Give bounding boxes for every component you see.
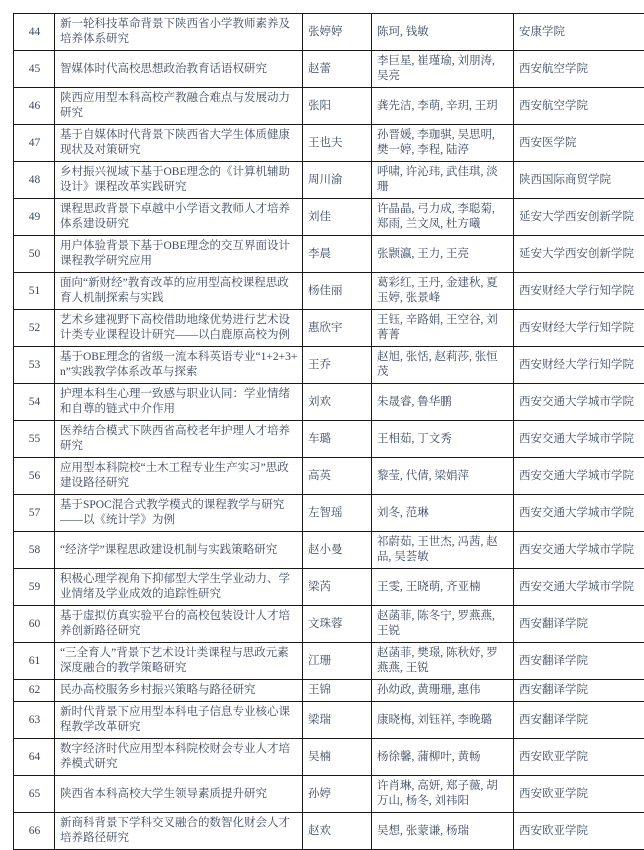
row-number — [14, 680, 55, 702]
project-title — [55, 421, 303, 458]
table-row — [14, 458, 644, 495]
table-row — [14, 273, 644, 310]
project-leader-text: 周川渝 — [308, 173, 367, 188]
project-title — [55, 739, 303, 776]
project-leader — [303, 88, 372, 125]
project-title-text: 应用型本科院校“土木工程专业生产实习”思政建设路径研究 — [60, 461, 298, 491]
team-members — [372, 310, 514, 347]
row-number — [14, 125, 55, 162]
row-number-text: 66 — [19, 824, 50, 839]
project-leader — [303, 702, 372, 739]
project-title-text: 护理本科生心理一致感与职业认同：学业情绪和自尊的链式中介作用 — [60, 387, 298, 417]
project-leader-text: 赵小曼 — [308, 543, 367, 558]
table-row — [14, 310, 644, 347]
table-row — [14, 680, 644, 702]
team-members — [372, 702, 514, 739]
institution-text: 西安交通大学城市学院 — [519, 580, 644, 595]
project-title — [55, 51, 303, 88]
team-members — [372, 384, 514, 421]
project-leader-text: 孙婷 — [308, 787, 367, 802]
team-members — [372, 162, 514, 199]
row-number — [14, 739, 55, 776]
row-number — [14, 702, 55, 739]
table-row — [14, 199, 644, 236]
row-number — [14, 813, 55, 850]
team-members — [372, 14, 514, 51]
project-leader — [303, 813, 372, 850]
table-row — [14, 14, 644, 51]
row-number — [14, 495, 55, 532]
row-number — [14, 236, 55, 273]
institution — [514, 310, 644, 347]
table-row — [14, 606, 644, 643]
row-number-text: 46 — [19, 99, 50, 114]
row-number-text: 59 — [19, 580, 50, 595]
institution — [514, 51, 644, 88]
team-members — [372, 125, 514, 162]
team-members-text: 朱晟睿, 鲁华鹏 — [377, 395, 509, 410]
project-title-text: 陕西省本科高校大学生领导素质提升研究 — [60, 787, 298, 802]
project-leader — [303, 421, 372, 458]
table-row — [14, 51, 644, 88]
row-number — [14, 776, 55, 813]
project-title — [55, 236, 303, 273]
project-title-text: 陕西应用型本科高校产教融合难点与发展动力研究 — [60, 91, 298, 121]
project-title-text: “三全育人”背景下艺术设计类课程与思政元素深度融合的教学策略研究 — [60, 646, 298, 676]
project-leader-text: 赵蕾 — [308, 62, 367, 77]
table-row — [14, 643, 644, 680]
row-number-text: 61 — [19, 654, 50, 669]
project-title — [55, 458, 303, 495]
institution-text: 西安交通大学城市学院 — [519, 506, 644, 521]
institution-text: 西安翻译学院 — [519, 617, 644, 632]
project-title — [55, 273, 303, 310]
project-title — [55, 125, 303, 162]
project-title-text: 新商科背景下学科交叉融合的数智化财会人才培养路径研究 — [60, 816, 298, 846]
project-leader-text: 刘佳 — [308, 210, 367, 225]
team-members-text: 黎莹, 代倩, 梁娟萍 — [377, 469, 509, 484]
projects-table-body — [14, 14, 644, 850]
project-leader — [303, 569, 372, 606]
project-title-text: “经济学”课程思政建设机制与实践策略研究 — [60, 543, 298, 558]
team-members-text: 康晓梅, 刘钰祥, 李晚璐 — [377, 713, 509, 728]
project-title-text: 基于SPOC混合式教学模式的课程教学与研究——以《统计学》为例 — [60, 498, 298, 528]
institution — [514, 495, 644, 532]
project-leader — [303, 125, 372, 162]
project-title-text: 基于虚拟仿真实验平台的高校包装设计人才培养创新路径研究 — [60, 609, 298, 639]
project-title — [55, 569, 303, 606]
table-row — [14, 495, 644, 532]
institution — [514, 702, 644, 739]
project-leader-text: 李晨 — [308, 247, 367, 262]
project-leader-text: 梁芮 — [308, 580, 367, 595]
project-leader-text: 张婷婷 — [308, 25, 367, 40]
project-leader — [303, 680, 372, 702]
table-row — [14, 813, 644, 850]
team-members — [372, 776, 514, 813]
project-leader-text: 梁瑞 — [308, 713, 367, 728]
institution-text: 西安财经大学行知学院 — [519, 284, 644, 299]
project-title — [55, 162, 303, 199]
row-number-text: 54 — [19, 395, 50, 410]
row-number — [14, 273, 55, 310]
team-members-text: 赵旭, 张恬, 赵莉莎, 张恒茂 — [377, 350, 509, 380]
project-title-text: 智媒体时代高校思想政治教育话语权研究 — [60, 62, 298, 77]
project-leader — [303, 236, 372, 273]
team-members-text: 孙幼政, 黄珊珊, 惠伟 — [377, 683, 509, 698]
row-number-text: 50 — [19, 247, 50, 262]
project-title-text: 数字经济时代应用型本科院校财会专业人才培养模式研究 — [60, 742, 298, 772]
project-leader — [303, 51, 372, 88]
institution-text: 西安翻译学院 — [519, 654, 644, 669]
institution-text: 西安交通大学城市学院 — [519, 469, 644, 484]
team-members-text: 许晶晶, 弓力成, 李聪菊, 郑雨, 兰文凤, 杜方曦 — [377, 202, 509, 232]
project-title — [55, 532, 303, 569]
project-leader-text: 刘欢 — [308, 395, 367, 410]
institution-text: 延安大学西安创新学院 — [519, 247, 644, 262]
project-title-text: 基于自媒体时代背景下陕西省大学生体质健康现状及对策研究 — [60, 128, 298, 158]
team-members — [372, 273, 514, 310]
project-leader — [303, 310, 372, 347]
row-number-text: 65 — [19, 787, 50, 802]
project-title-text: 基于OBE理念的省级一流本科英语专业“1+2+3+n”实践教学体系改革与探索 — [60, 350, 298, 380]
row-number — [14, 310, 55, 347]
institution-text: 西安航空学院 — [519, 62, 644, 77]
team-members-text: 李巨星, 崔瑾瑜, 刘朋涛, 吴亮 — [377, 54, 509, 84]
row-number-text: 62 — [19, 683, 50, 698]
team-members-text: 张颢瀛, 王力, 王亮 — [377, 247, 509, 262]
project-title-text: 用户体验背景下基于OBE理念的交互界面设计课程教学研究应用 — [60, 239, 298, 269]
project-title — [55, 88, 303, 125]
project-title-text: 民办高校服务乡村振兴策略与路径研究 — [60, 683, 298, 698]
projects-table — [13, 13, 644, 850]
table-row — [14, 569, 644, 606]
project-title-text: 医养结合模式下陕西省高校老年护理人才培养研究 — [60, 424, 298, 454]
row-number — [14, 606, 55, 643]
row-number-text: 56 — [19, 469, 50, 484]
institution-text: 延安大学西安创新学院 — [519, 210, 644, 225]
project-leader-text: 车璐 — [308, 432, 367, 447]
row-number-text: 53 — [19, 358, 50, 373]
project-leader — [303, 643, 372, 680]
row-number — [14, 347, 55, 384]
project-leader — [303, 532, 372, 569]
row-number — [14, 643, 55, 680]
team-members-text: 王相茹, 丁文秀 — [377, 432, 509, 447]
row-number-text: 51 — [19, 284, 50, 299]
team-members-text: 杨徐馨, 蒲柳叶, 黄畅 — [377, 750, 509, 765]
team-members — [372, 569, 514, 606]
institution — [514, 458, 644, 495]
row-number — [14, 199, 55, 236]
project-title-text: 新时代背景下应用型本科电子信息专业核心课程教学改革研究 — [60, 705, 298, 735]
row-number — [14, 14, 55, 51]
row-number — [14, 569, 55, 606]
institution-text: 西安欧亚学院 — [519, 824, 644, 839]
institution — [514, 776, 644, 813]
institution-text: 西安交通大学城市学院 — [519, 543, 644, 558]
table-row — [14, 702, 644, 739]
row-number-text: 55 — [19, 432, 50, 447]
row-number-text: 44 — [19, 25, 50, 40]
team-members-text: 王钰, 辛路娟, 王空谷, 刘菁菁 — [377, 313, 509, 343]
institution-text: 陕西国际商贸学院 — [519, 173, 644, 188]
team-members — [372, 199, 514, 236]
institution-text: 西安医学院 — [519, 136, 644, 151]
team-members-text: 葛彩红, 王丹, 金建秋, 夏玉婷, 张景峰 — [377, 276, 509, 306]
institution-text: 西安财经大学行知学院 — [519, 358, 644, 373]
institution — [514, 273, 644, 310]
team-members-text: 祁蔚茹, 王世杰, 冯茜, 赵品, 吴荟敏 — [377, 535, 509, 565]
institution — [514, 347, 644, 384]
project-leader-text: 高英 — [308, 469, 367, 484]
table-row — [14, 162, 644, 199]
project-title-text: 艺术乡建视野下高校借助地缘优势进行艺术设计类专业课程设计研究——以白鹿原高校为例 — [60, 313, 298, 343]
institution — [514, 125, 644, 162]
team-members — [372, 606, 514, 643]
project-leader — [303, 776, 372, 813]
project-title-text: 课程思政背景下卓越中小学语文教师人才培养体系建设研究 — [60, 202, 298, 232]
project-title — [55, 199, 303, 236]
institution — [514, 680, 644, 702]
team-members — [372, 532, 514, 569]
team-members — [372, 51, 514, 88]
row-number-text: 49 — [19, 210, 50, 225]
team-members-text: 呼啸, 许沁玮, 武佳琪, 淡珊 — [377, 165, 509, 195]
team-members — [372, 88, 514, 125]
project-leader-text: 王也夫 — [308, 136, 367, 151]
project-leader — [303, 495, 372, 532]
institution-text: 西安欧亚学院 — [519, 750, 644, 765]
team-members — [372, 680, 514, 702]
row-number — [14, 162, 55, 199]
project-leader — [303, 606, 372, 643]
project-leader-text: 文珠蓉 — [308, 617, 367, 632]
team-members — [372, 458, 514, 495]
project-leader — [303, 347, 372, 384]
institution-text: 西安财经大学行知学院 — [519, 321, 644, 336]
row-number-text: 64 — [19, 750, 50, 765]
row-number — [14, 51, 55, 88]
institution-text: 西安交通大学城市学院 — [519, 395, 644, 410]
table-row — [14, 776, 644, 813]
row-number-text: 63 — [19, 713, 50, 728]
team-members — [372, 421, 514, 458]
row-number — [14, 421, 55, 458]
row-number — [14, 384, 55, 421]
project-leader — [303, 199, 372, 236]
institution-text: 西安欧亚学院 — [519, 787, 644, 802]
team-members-text: 许肖琳, 高妍, 郑子薇, 胡万山, 杨冬, 刘祎阳 — [377, 779, 509, 809]
team-members — [372, 643, 514, 680]
project-leader — [303, 458, 372, 495]
institution — [514, 813, 644, 850]
table-row — [14, 532, 644, 569]
project-title — [55, 347, 303, 384]
team-members-text: 吴想, 张蒙谦, 杨瑞 — [377, 824, 509, 839]
project-leader-text: 杨佳丽 — [308, 284, 367, 299]
institution — [514, 88, 644, 125]
table-row — [14, 236, 644, 273]
team-members — [372, 495, 514, 532]
project-leader-text: 张阳 — [308, 99, 367, 114]
institution — [514, 532, 644, 569]
table-row — [14, 421, 644, 458]
row-number-text: 48 — [19, 173, 50, 188]
institution — [514, 199, 644, 236]
project-leader — [303, 739, 372, 776]
team-members — [372, 347, 514, 384]
institution — [514, 14, 644, 51]
row-number-text: 47 — [19, 136, 50, 151]
row-number-text: 57 — [19, 506, 50, 521]
institution — [514, 421, 644, 458]
project-leader — [303, 162, 372, 199]
project-leader — [303, 384, 372, 421]
project-title — [55, 384, 303, 421]
project-title — [55, 495, 303, 532]
row-number-text: 52 — [19, 321, 50, 336]
table-row — [14, 739, 644, 776]
row-number-text: 45 — [19, 62, 50, 77]
project-title — [55, 310, 303, 347]
project-title-text: 新一轮科技革命背景下陕西省小学教师素养及培养体系研究 — [60, 17, 298, 47]
institution — [514, 606, 644, 643]
project-leader — [303, 273, 372, 310]
project-title — [55, 14, 303, 51]
institution — [514, 739, 644, 776]
institution — [514, 569, 644, 606]
project-title — [55, 606, 303, 643]
row-number — [14, 532, 55, 569]
team-members — [372, 236, 514, 273]
row-number — [14, 88, 55, 125]
project-leader-text: 江珊 — [308, 654, 367, 669]
project-title — [55, 813, 303, 850]
team-members-text: 孙晋媛, 李珈骐, 吴思明, 樊一婷, 李程, 陆渟 — [377, 128, 509, 158]
team-members — [372, 739, 514, 776]
row-number-text: 58 — [19, 543, 50, 558]
project-title-text: 积极心理学视角下抑郁型大学生学业动力、学业情绪及学业成效的追踪性研究 — [60, 572, 298, 602]
project-title — [55, 680, 303, 702]
project-title-text: 乡村振兴视域下基于OBE理念的《计算机辅助设计》课程改革实践研究 — [60, 165, 298, 195]
team-members-text: 王雯, 王晓萌, 齐亚楠 — [377, 580, 509, 595]
table-row — [14, 88, 644, 125]
team-members — [372, 813, 514, 850]
institution — [514, 236, 644, 273]
row-number — [14, 458, 55, 495]
project-leader-text: 左智瑶 — [308, 506, 367, 521]
institution-text: 西安翻译学院 — [519, 683, 644, 698]
project-title — [55, 776, 303, 813]
team-members-text: 龚先洁, 李萌, 辛玥, 王玥 — [377, 99, 509, 114]
team-members-text: 刘冬, 范琳 — [377, 506, 509, 521]
institution-text: 西安交通大学城市学院 — [519, 432, 644, 447]
project-title-text: 面向“新财经”教育改革的应用型高校课程思政育人机制探索与实践 — [60, 276, 298, 306]
project-title — [55, 702, 303, 739]
institution — [514, 643, 644, 680]
team-members-text: 赵菡菲, 陈冬宁, 罗燕燕, 王锐 — [377, 609, 509, 639]
project-leader — [303, 14, 372, 51]
project-leader-text: 赵欢 — [308, 824, 367, 839]
institution — [514, 162, 644, 199]
table-row — [14, 347, 644, 384]
table-row — [14, 384, 644, 421]
table-row — [14, 125, 644, 162]
project-leader-text: 王乔 — [308, 358, 367, 373]
institution-text: 西安翻译学院 — [519, 713, 644, 728]
project-leader-text: 吴楠 — [308, 750, 367, 765]
project-leader-text: 王锦 — [308, 683, 367, 698]
team-members-text: 赵菡菲, 樊璟, 陈秋妤, 罗燕燕, 王锐 — [377, 646, 509, 676]
institution-text: 西安航空学院 — [519, 99, 644, 114]
project-leader-text: 惠欣宇 — [308, 321, 367, 336]
project-title — [55, 643, 303, 680]
institution — [514, 384, 644, 421]
institution-text: 安康学院 — [519, 25, 644, 40]
team-members-text: 陈珂, 钱敏 — [377, 25, 509, 40]
row-number-text: 60 — [19, 617, 50, 632]
